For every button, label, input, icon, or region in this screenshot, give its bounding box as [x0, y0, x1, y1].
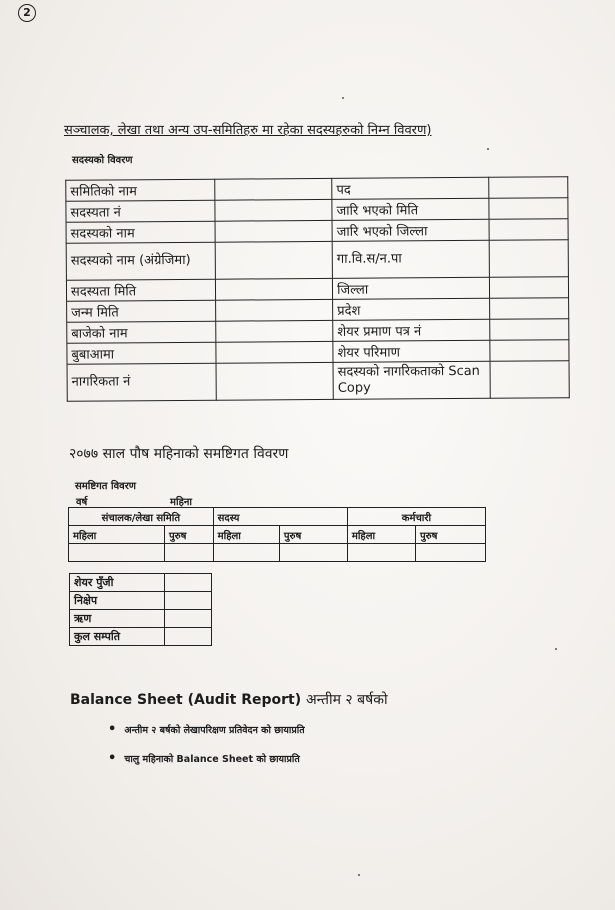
finance-label: ऋण [70, 610, 165, 628]
finance-label: कुल सम्पति [70, 628, 165, 646]
field-value [490, 319, 569, 341]
field-label: समितिको नाम [66, 179, 215, 201]
field-value [489, 240, 568, 278]
field-value [215, 241, 333, 279]
field-value [490, 277, 569, 299]
member-details-label: सदस्यको विवरण [72, 155, 133, 166]
table-cell [165, 592, 212, 610]
group-header: कर्मचारी [347, 508, 485, 526]
field-label: सदस्यता नं [66, 200, 215, 222]
column-header: महिला [347, 526, 415, 544]
field-value [215, 299, 333, 321]
table-row [69, 544, 486, 562]
table-cell [279, 544, 347, 562]
table-row [67, 361, 569, 402]
month-label: महिना [170, 497, 193, 508]
table-row [70, 610, 212, 628]
field-value [489, 219, 568, 241]
field-value [489, 177, 568, 199]
column-header: महिला [69, 526, 165, 544]
table-row [70, 592, 212, 610]
field-label: जारि भएको जिल्ला [332, 219, 489, 241]
speck [555, 648, 557, 650]
table-row [69, 526, 486, 544]
field-value [216, 362, 334, 400]
column-header: पुरुष [415, 526, 485, 544]
field-label: गा.वि.स/न.पा [332, 240, 489, 278]
field-label: पद [332, 177, 489, 199]
field-label: बुबाआमा [67, 342, 216, 364]
table-cell [165, 610, 212, 628]
field-label: जारि भएको मिति [332, 198, 489, 220]
field-value [215, 220, 333, 242]
speck [487, 148, 489, 150]
field-label: सदस्यको नागरिकताको Scan Copy [333, 361, 490, 399]
table-cell [347, 544, 415, 562]
field-value [490, 361, 569, 399]
column-header: पुरुष [165, 526, 214, 544]
speck [342, 97, 344, 99]
section-heading: सञ्चालक, लेखा तथा अन्य उप-समितिहरु मा रहेका सदस्यहरुको निम्न विवरण) [64, 123, 432, 138]
finance-label: शेयर पुँजी [70, 574, 165, 592]
field-value [215, 341, 333, 363]
field-value [489, 198, 568, 220]
field-label: बाजेको नाम [67, 321, 216, 343]
field-label: प्रदेश [333, 298, 490, 320]
finance-table [69, 573, 212, 646]
year-label: वर्ष [76, 497, 88, 508]
speck [358, 874, 360, 876]
summary-label: समष्टिगत विवरण [75, 481, 137, 492]
page-number: 2 [18, 4, 36, 22]
list-item: • अन्तीम २ बर्षको लेखापरिक्षण प्रतिवेदन को छायाप्रति [108, 722, 305, 737]
finance-label: निक्षेप [70, 592, 165, 610]
field-label: जिल्ला [333, 277, 490, 299]
field-value [490, 298, 569, 320]
field-label: नागरिकता नं [67, 363, 216, 401]
field-value [490, 340, 569, 362]
table-row [70, 628, 212, 646]
field-label: जन्म मिति [67, 300, 216, 322]
table-cell [415, 544, 485, 562]
field-value [214, 178, 332, 200]
balance-suffix: अन्तीम २ बर्षको [305, 692, 388, 708]
table-row [69, 508, 486, 526]
field-value [215, 320, 333, 342]
balance-title: Balance Sheet (Audit Report) [70, 692, 302, 708]
field-label: सदस्यको नाम (अंग्रेजिमा) [66, 242, 215, 280]
column-header: पुरुष [279, 526, 347, 544]
table-cell [165, 544, 214, 562]
summary-table [68, 507, 486, 562]
field-label: शेयर परिमाण [333, 340, 490, 362]
table-cell [165, 574, 212, 592]
field-label: सदस्यता मिति [66, 279, 215, 301]
table-cell [69, 544, 165, 562]
field-value [215, 278, 333, 300]
field-value [215, 199, 333, 221]
member-details-table [65, 176, 570, 402]
summary-section-title: २०७७ साल पौष महिनाको समष्टिगत विवरण [69, 446, 289, 462]
column-header: महिला [213, 526, 279, 544]
requirements-list [108, 722, 305, 780]
table-cell [213, 544, 279, 562]
list-item: • चालु महिनाको Balance Sheet को छायाप्रति [108, 751, 305, 766]
table-cell [165, 628, 212, 646]
field-label: शेयर प्रमाण पत्र नं [333, 319, 490, 341]
table-row [70, 574, 212, 592]
group-header: संचालक/लेखा समिति [69, 508, 214, 526]
group-header: सदस्य [213, 508, 347, 526]
field-label: सदस्यको नाम [66, 221, 215, 243]
balance-sheet-heading [70, 690, 388, 709]
table-row [66, 240, 568, 281]
